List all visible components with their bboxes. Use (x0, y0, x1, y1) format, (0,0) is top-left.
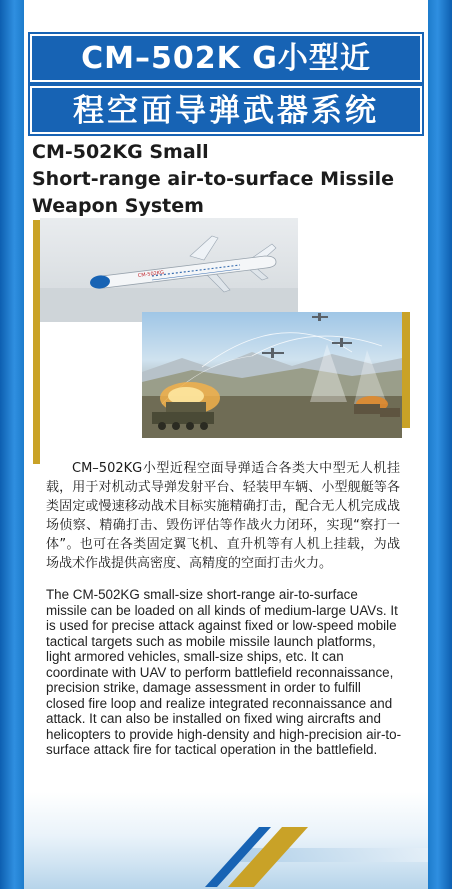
left-blue-frame (0, 0, 26, 889)
english-title-line-3: Weapon System (32, 195, 204, 217)
english-title-line-1: CM-502KG Small (32, 141, 209, 163)
missile-label: CM-502KG (137, 269, 165, 279)
gold-accent-bar-right (402, 312, 410, 428)
title-line-1: CM–502K G小型近 (30, 34, 422, 82)
description-english: The CM-502KG small-size short-range air-to-surface missile can be loaded on all kinds of medium-large UAVs. It is used for precise attack against fixed or low-speed mobile tactical targets such as mobile missile launch platforms, light armored vehicles, small-size ships, etc. It can coordinate with UAV to perform battlefield reconnaissance, precision strike, damage assessment in order to fulfill closed fire loop and realize integrated reconnaissance and attack. It can also be installed on fixed wing aircrafts and helicopters to provide high-density and high-precision air-to-surface attack fire for tactical operation in the battlefield. (46, 587, 402, 757)
title-line-2: 程空面导弹武器系统 (30, 86, 422, 134)
missile-render-image (40, 218, 298, 322)
battlefield-scene-image (142, 312, 402, 438)
right-blue-frame (426, 0, 452, 889)
english-title-line-2: Short-range air-to-surface Missile (32, 168, 395, 190)
english-title (32, 139, 422, 220)
description-chinese: CM–502KG小型近程空面导弹适合各类大中型无人机挂载，用于对机动式导弹发射平台、轻装甲车辆、小型舰艇等各类固定或慢速移动战术目标实施精确打击，配合无人机完成战场侦察、精确打击、毁伤评估等作战火力闭环，实现“察打一体”。也可在各类固定翼飞机、直升机等有人机上挂载，为战场战术作战提供高密度、高精度的空面打击火力。 (46, 461, 400, 571)
gold-accent-bar-left (33, 220, 40, 464)
